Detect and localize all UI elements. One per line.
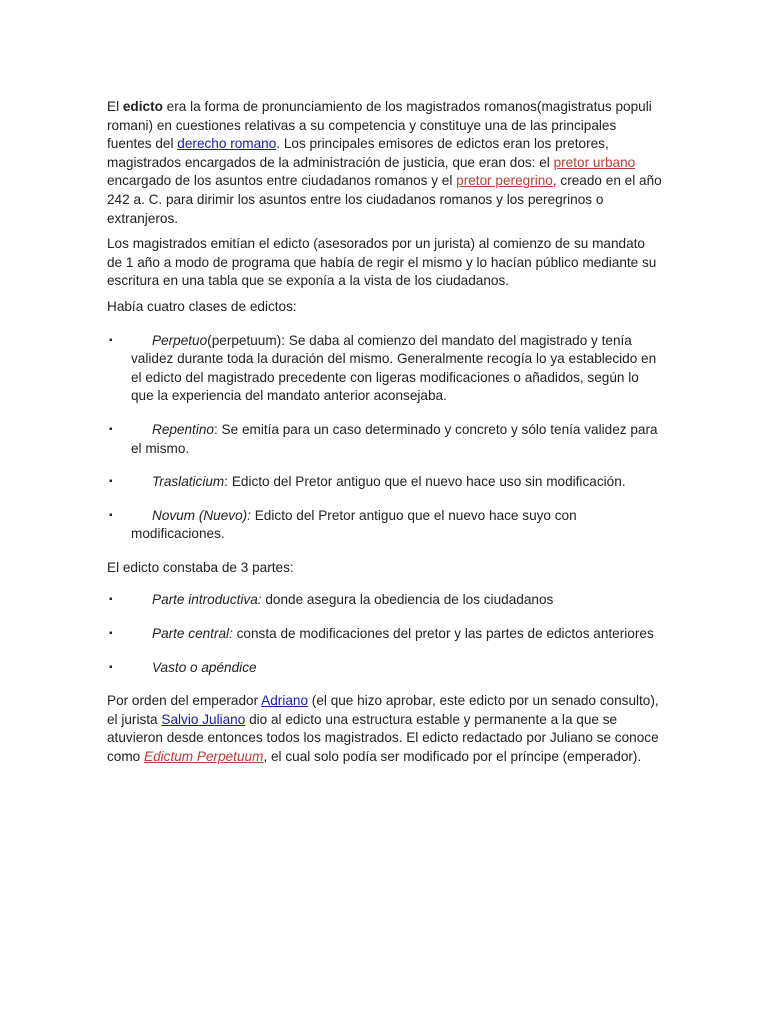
bullet-icon: ▪ <box>109 628 113 640</box>
bullet-icon: ▪ <box>109 423 113 435</box>
bullet-icon: ▪ <box>109 661 113 673</box>
list-item-text: consta de modificaciones del pretor y las partes de edictos anteriores <box>232 626 654 642</box>
list-item <box>107 591 663 610</box>
link-text: Edictum Perpetuum <box>144 749 264 765</box>
article-body <box>107 98 663 774</box>
text-run: , creado en el año 242 a. C. para dirimir los asuntos entre los ciudadanos romanos y los peregrinos o extranjeros. <box>107 173 662 226</box>
text-run: . Los principales emisores de edictos eran los pretores, magistrados encargados de la administración de justicia, que eran dos: el <box>107 136 609 170</box>
edict-types-list <box>107 332 663 544</box>
list-item-term: Vasto o apéndice <box>152 659 257 675</box>
text-run: Por orden del emperador <box>107 693 262 709</box>
list-item <box>107 421 663 458</box>
list-item <box>107 473 663 492</box>
list-item-term: Parte central: <box>152 626 233 642</box>
bullet-icon: ▪ <box>109 334 113 346</box>
list-item-term: Repentino <box>152 421 214 437</box>
link-salvio-juliano[interactable]: Salvio Juliano <box>161 711 246 727</box>
list-item-term: Novum (Nuevo): <box>152 507 251 523</box>
text-run: encargado de los asuntos entre ciudadanos romanos y el <box>107 173 457 189</box>
mandate-paragraph: Los magistrados emitían el edicto (asesorados por un jurista) al comienzo de su mandato de 1 año a modo de programa que había de regir el mismo y lo hacían público mediante su escritura en una tabla que se exponía a la vista de los ciudadanos. <box>107 236 657 289</box>
list-item-term: Perpetuo <box>152 332 208 348</box>
list-item-text: donde asegura la obediencia de los ciudadanos <box>261 592 554 608</box>
text-run: era la forma de pronunciamiento de los magistrados romanos(magistratus populi romani) en cuestiones relativas a su competencia y constituye una de las principales fuentes del <box>107 99 652 152</box>
intro-paragraph <box>107 98 663 228</box>
list-item-text: Edicto del Pretor antiguo que el nuevo hace suyo con modificaciones. <box>131 507 577 542</box>
link-pretor-peregrino[interactable]: pretor peregrino <box>456 173 553 189</box>
link-adriano[interactable]: Adriano <box>261 693 309 709</box>
list-item <box>107 659 663 678</box>
list-item-text: (perpetuum): Se daba al comienzo del mandato del magistrado y tenía validez durante toda la duración del mismo. Generalmente recogía lo ya establecido en el edicto del magistrado precedente con ligeras modificaciones o añadidos, según lo que la experiencia del mandato anterior aconsejaba. <box>131 332 657 404</box>
bullet-icon: ▪ <box>109 509 113 521</box>
list-item-text: : Se emitía para un caso determinado y concreto y sólo tenía validez para el mismo. <box>131 421 658 456</box>
list-item-term: Traslaticium <box>152 474 225 490</box>
bold-term-edicto: edicto <box>122 99 163 114</box>
edict-types-heading: Había cuatro clases de edictos: <box>107 298 297 314</box>
text-run: El <box>107 99 123 114</box>
list-item-term: Parte introductiva: <box>152 592 262 608</box>
list-item <box>107 507 663 544</box>
closing-paragraph <box>107 692 663 766</box>
list-item-text: : Edicto del Pretor antiguo que el nuevo hace uso sin modificación. <box>224 474 626 490</box>
text-run: dio al edicto una estructura estable y permanente a la que se atuvieron desde entonces todos los magistrados. El edicto redactado por Juliano se conoce como <box>107 711 659 765</box>
bullet-icon: ▪ <box>109 476 113 488</box>
link-pretor-urbano[interactable]: pretor urbano <box>553 154 636 170</box>
list-item <box>107 332 663 406</box>
link-edictum-perpetuum[interactable] <box>144 749 263 764</box>
bullet-icon: ▪ <box>109 594 113 606</box>
text-run: (el que hizo aprobar, este edicto por un senado consulto), el jurista <box>107 693 659 727</box>
list-item <box>107 625 663 644</box>
parts-heading: El edicto constaba de 3 partes: <box>107 559 294 575</box>
text-run: , el cual solo podía ser modificado por el príncipe (emperador). <box>263 749 642 765</box>
edict-parts-list <box>107 591 663 677</box>
link-derecho-romano[interactable]: derecho romano <box>177 136 277 152</box>
